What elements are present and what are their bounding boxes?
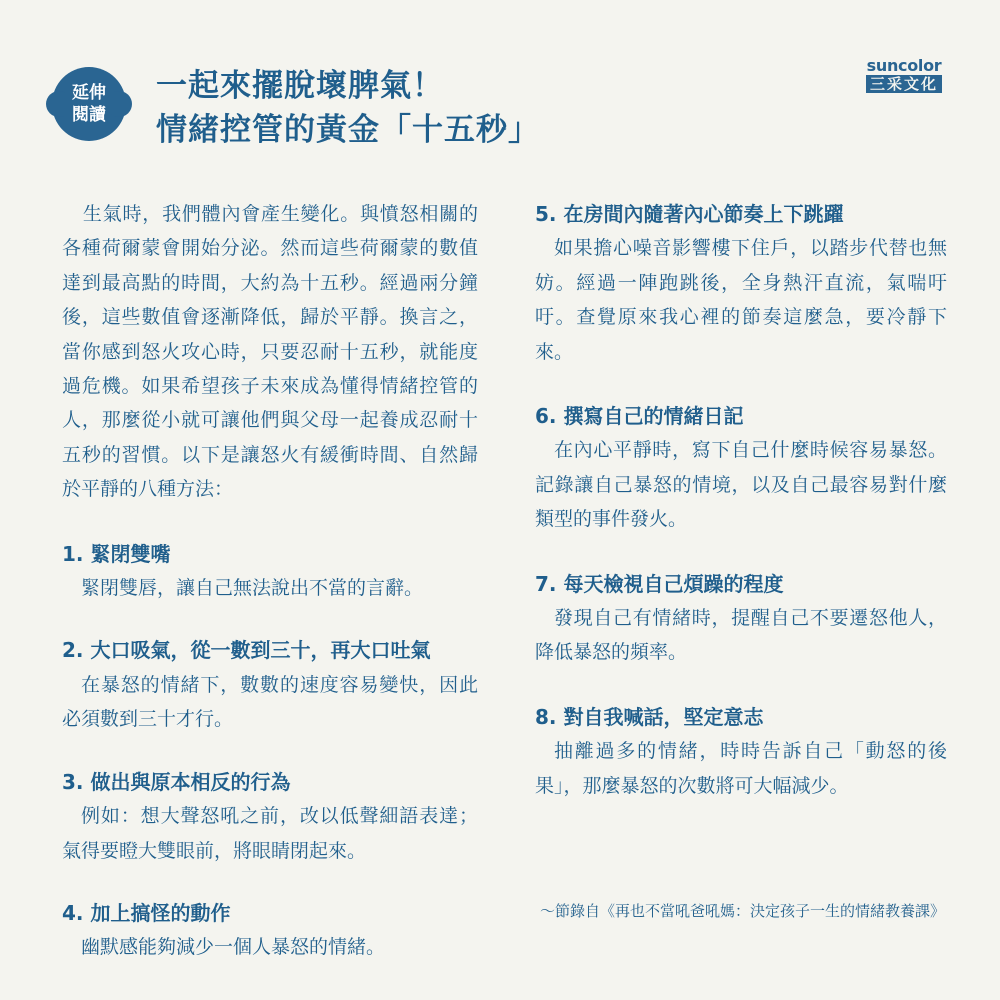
- tip-5: [535, 197, 947, 369]
- tip-6-body: 在內心平靜時，寫下自己什麼時候容易暴怒。記錄讓自己暴怒的情境，以及自己最容易對什麼類型的事件發火。: [535, 439, 947, 531]
- tip-8: [535, 700, 947, 803]
- tip-3-title: 3. 做出與原本相反的行為: [62, 769, 291, 794]
- right-column: [535, 197, 947, 803]
- tip-5-title: 5. 在房間內隨著內心節奏上下跳躍: [535, 202, 844, 226]
- tip-6-title: 6. 撰寫自己的情緒日記: [535, 404, 744, 429]
- left-column: [62, 197, 478, 965]
- tip-1-title: 1. 緊閉雙嘴: [62, 541, 171, 566]
- tip-1-body: 緊閉雙唇，讓自己無法說出不當的言辭。: [81, 577, 424, 600]
- tip-2-title: 2. 大口吸氣，從一數到三十，再大口吐氣: [62, 638, 431, 663]
- tip-5-body: 如果擔心噪音影響樓下住戶，以踏步代替也無妨。經過一陣跑跳後，全身熱汗直流，氣喘吁吁。查覺原來我心裡的節奏這麼急，要冷靜下來。: [535, 237, 947, 363]
- logo-wordmark: suncolor: [866, 56, 942, 75]
- tip-1: [62, 537, 478, 606]
- tip-6: [535, 399, 947, 537]
- tip-4-body: 幽默感能夠減少一個人暴怒的情緒。: [81, 936, 386, 959]
- tip-2: [62, 633, 478, 736]
- tip-8-title: 8. 對自我喊話，堅定意志: [535, 704, 764, 729]
- publisher-logo: [866, 58, 942, 93]
- extended-reading-badge: [52, 67, 126, 141]
- title-line-2: 情緒控管的黃金「十五秒」: [156, 112, 540, 148]
- tip-8-body: 抽離過多的情緒，時時告訴自己「動怒的後果」，那麼暴怒的次數將可大幅減少。: [535, 740, 947, 797]
- page-title: [156, 64, 540, 152]
- tip-3: [62, 765, 478, 868]
- tip-7-title: 7. 每天檢視自己煩躁的程度: [535, 571, 784, 596]
- tip-2-body: 在暴怒的情緒下，數數的速度容易變快，因此必須數到三十才行。: [62, 673, 478, 731]
- intro-paragraph: 生氣時，我們體內會產生變化。與憤怒相關的各種荷爾蒙會開始分泌。然而這些荷爾蒙的數值達到最高點的時間，大約為十五秒。經過兩分鐘後，這些數值會逐漸降低，歸於平靜。換言之，當你感到怒火攻心時，只要忍耐十五秒，就能度過危機。如果希望孩子未來成為懂得情緒控管的人，那麼從小就可讓他們與父母一起養成忍耐十五秒的習慣。以下是讓怒火有緩衝時間、自然歸於平靜的八種方法：: [62, 203, 478, 501]
- tip-4-title: 4. 加上搞怪的動作: [62, 900, 231, 925]
- tip-3-body: 例如：想大聲怒吼之前，改以低聲細語表達；氣得要瞪大雙眼前，將眼睛閉起來。: [62, 805, 478, 862]
- title-line-1: 一起來擺脫壞脾氣！: [156, 68, 444, 104]
- badge-line-1: 延伸: [72, 83, 106, 103]
- tip-7: [535, 567, 947, 670]
- tip-7-body: 發現自己有情緒時，提醒自己不要遷怒他人，降低暴怒的頻率。: [535, 607, 947, 664]
- source-citation: ～節錄自《再也不當吼爸吼媽：決定孩子一生的情緒教養課》: [540, 902, 946, 920]
- logo-chinese-name: 三采文化: [866, 75, 942, 93]
- tip-4: [62, 896, 478, 965]
- badge-line-2: 閱讀: [72, 105, 106, 125]
